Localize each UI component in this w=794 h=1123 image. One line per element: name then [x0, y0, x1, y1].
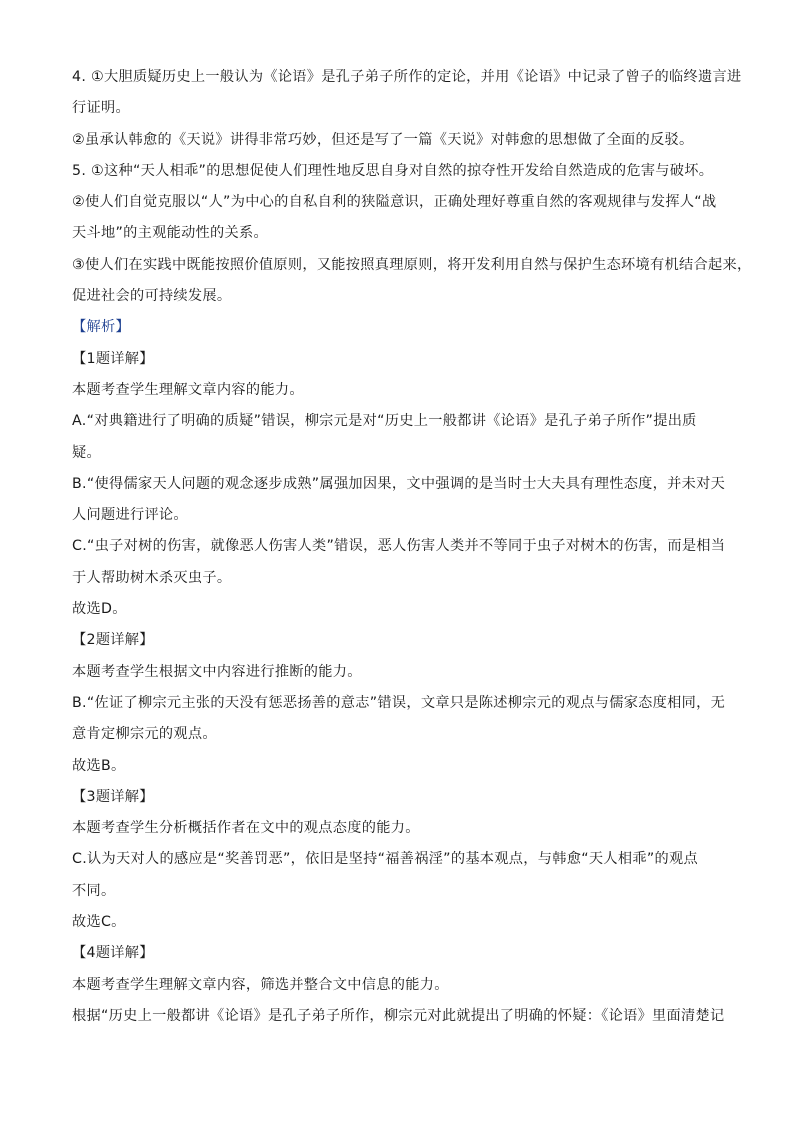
text-line: 4. ①大胆质疑历史上一般认为《论语》是孔子弟子所作的定论，并用《论语》中记录了曾子的临终遗言进: [72, 69, 742, 85]
text-line: 于人帮助树木杀灭虫子。: [72, 569, 232, 586]
text-line: 意肯定柳宗元的观点。: [72, 726, 217, 743]
answer-line: 故选B。: [72, 757, 126, 774]
text-line: B.“佐证了柳宗元主张的天没有惩恶扬善的意志”错误，文章只是陈述柳宗元的观点与儒家态度相同，无: [72, 694, 726, 711]
text-line: 5. ①这种“天人相乖”的思想促使人们理性地反思自身对自然的掠夺性开发给自然造成的危害与破坏。: [72, 162, 714, 179]
text-line: 本题考查学生根据文中内容进行推断的能力。: [72, 663, 362, 680]
text-line: ③使人们在实践中既能按照价值原则，又能按照真理原则，将开发利用自然与保护生态环境有机结合起来，: [72, 256, 752, 273]
text-line: 根据“历史上一般都讲《论语》是孔子弟子所作，柳宗元对此就提出了明确的怀疑：《论语》里面清楚记: [72, 1007, 725, 1024]
text-line: B.“使得儒家天人问题的观念逐步成熟”属强加因果，文中强调的是当时士大夫具有理性态度，并未对天: [72, 475, 726, 492]
text-line: 疑。: [72, 444, 101, 461]
text-line: 天斗地”的主观能动性的关系。: [72, 225, 268, 242]
text-line: C.认为天对人的感应是“奖善罚恶”，依旧是坚持“福善祸淫”的基本观点，与韩愈“天人相乖”的观点: [72, 851, 698, 868]
question-heading: 【1题详解】: [72, 350, 154, 367]
question-heading: 【3题详解】: [72, 788, 154, 805]
text-line: 本题考查学生理解文章内容的能力。: [72, 381, 304, 398]
text-line: 人问题进行评论。: [72, 507, 188, 524]
text-line: ②使人们自觉克服以“人”为中心的自私自利的狭隘意识，正确处理好尊重自然的客观规律与发挥人“战: [72, 194, 717, 211]
text-line: 行证明。: [72, 100, 130, 117]
text-line: C.“虫子对树的伤害，就像恶人伤害人类”错误，恶人伤害人类并不等同于虫子对树木的伤害，而是相当: [72, 538, 726, 555]
answer-line: 故选C。: [72, 914, 126, 931]
text-line: 不同。: [72, 882, 116, 899]
answer-line: 故选D。: [72, 601, 127, 618]
text-line: ②虽承认韩愈的《天说》讲得非常巧妙，但还是写了一篇《天说》对韩愈的思想做了全面的反驳。: [72, 131, 694, 148]
question-heading: 【2题详解】: [72, 632, 154, 649]
section-heading-analysis: 【解析】: [72, 319, 130, 336]
document-page: [72, 62, 752, 1032]
question-heading: 【4题详解】: [72, 945, 154, 962]
text-line: 本题考查学生分析概括作者在文中的观点态度的能力。: [72, 820, 420, 837]
text-line: 促进社会的可持续发展。: [72, 288, 232, 305]
text-line: A.“对典籍进行了明确的质疑”错误，柳宗元是对“历史上一般都讲《论语》是孔子弟子所作”提出质: [72, 413, 697, 430]
text-line: 本题考查学生理解文章内容，筛选并整合文中信息的能力。: [72, 976, 449, 993]
